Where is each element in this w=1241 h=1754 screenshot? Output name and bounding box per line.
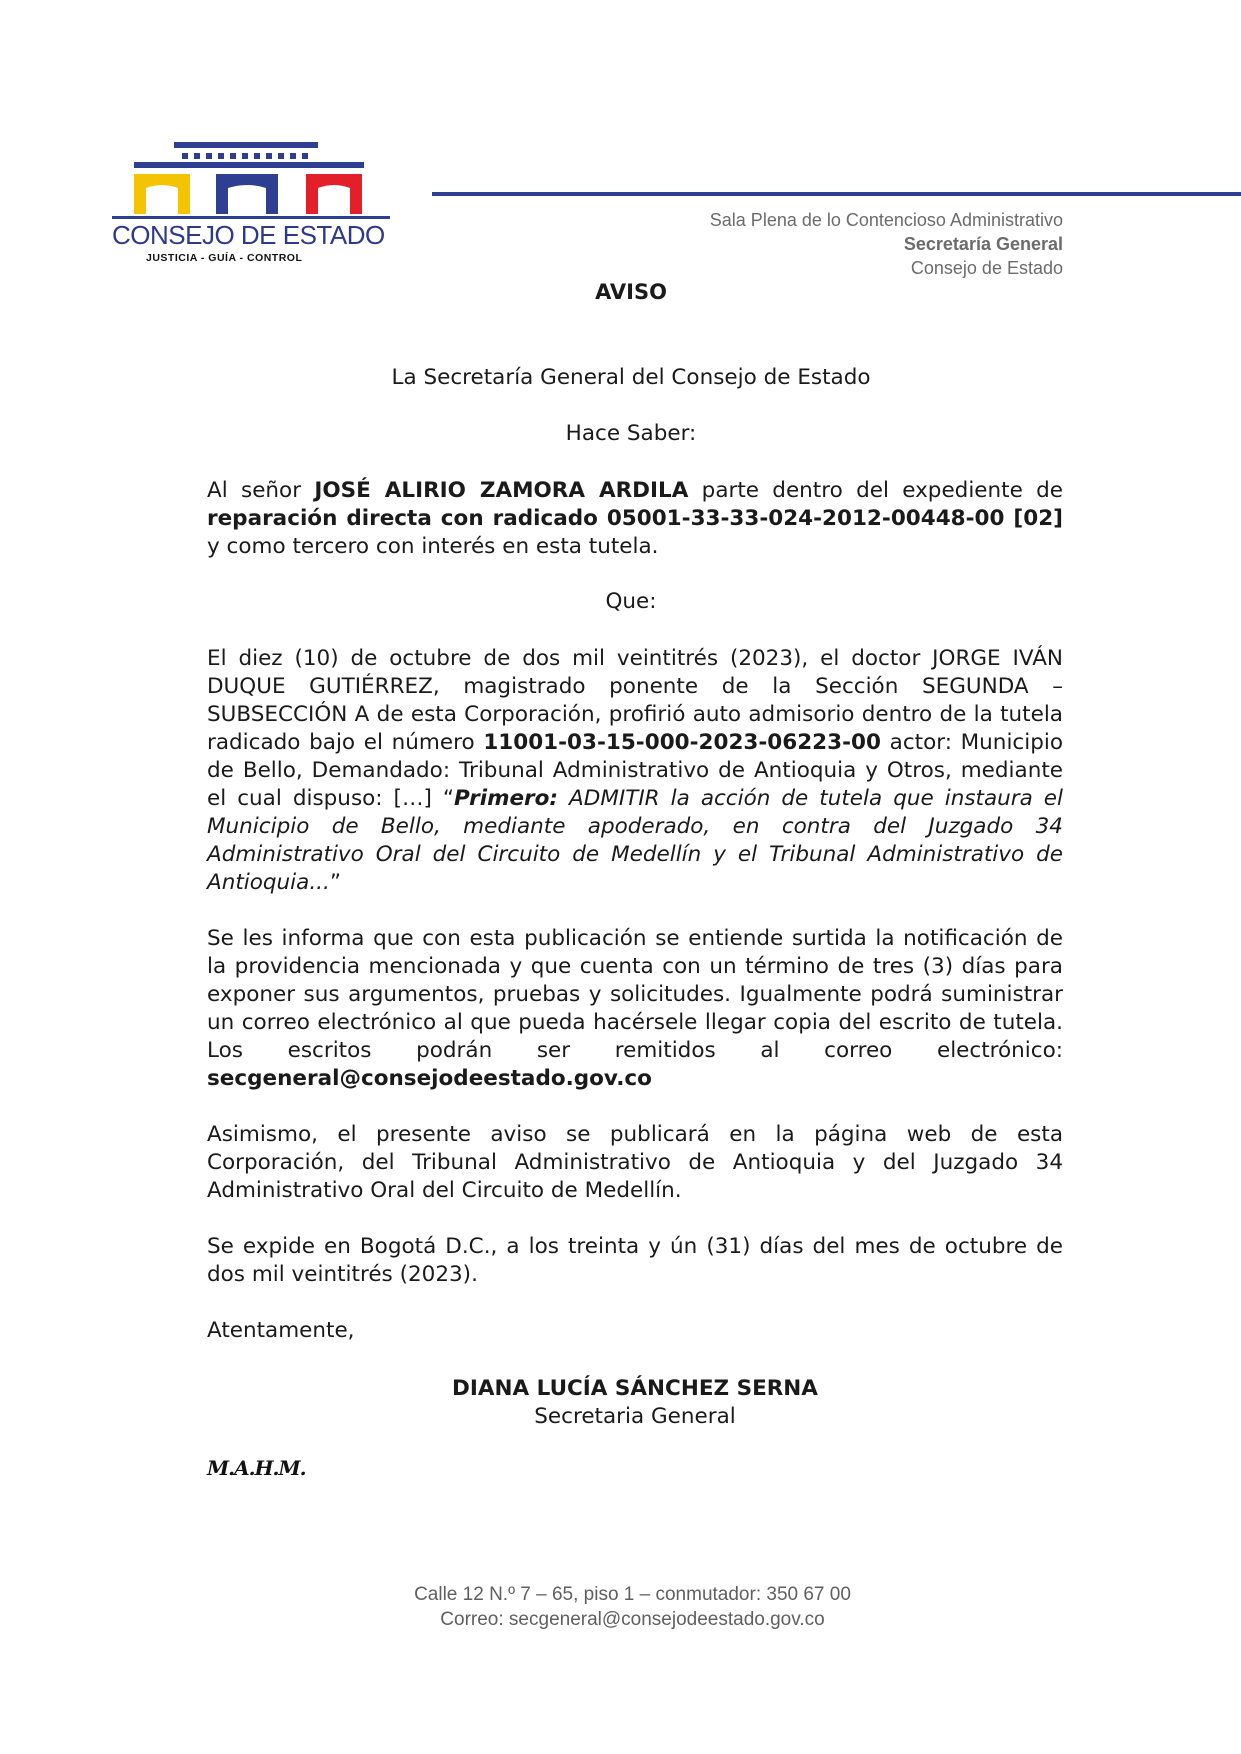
office-line-2: Secretaría General bbox=[903, 234, 1063, 254]
p1-text-c: y como tercero con interés en esta tutela. bbox=[207, 534, 659, 559]
p2-quote: ADMITIR la acción de tutela que instaura el Municipio de Bello, mediante apoderado, en contra del Juzgado 34 Administrativo Oral del Circuito de Medellín y el Tribunal Administrativo de Antioquia... bbox=[207, 786, 1063, 895]
logo-name: CONSEJO DE ESTADO bbox=[112, 220, 385, 250]
p1-case: reparación directa con radicado 05001-33-33-024-2012-00448-00 [02] bbox=[207, 506, 1063, 531]
p3-text: Se les informa que con esta publicación se entiende surtida la notificación de la providencia mencionada y que cuenta con un término de tres (3) días para exponer sus argumentos, pruebas y solicitudes. Igualmente podrá suministrar un correo electrónico al que pueda hacérsele llegar copia del escrito de tutela. Los escritos podrán ser remitidos al correo electrónico: bbox=[207, 926, 1063, 1063]
p2-text-b: actor: Municipio de Bello, Demandado: Tribunal Administrativo de Antioquia y Otros, mediante el cual dispuso: […] “ bbox=[207, 730, 1063, 811]
logo-motto: JUSTICIA - GUÍA - CONTROL bbox=[146, 252, 303, 264]
paragraph-publication: Asimismo, el presente aviso se publicará en la página web de esta Corporación, del Tribunal Administrativo de Antioquia y del Juzgado 34 Administrativo Oral del Circuito de Medellín. bbox=[207, 1122, 1063, 1203]
p1-text-b: parte dentro del expediente de bbox=[688, 478, 1063, 503]
p2-end: ” bbox=[329, 870, 341, 895]
office-line-3: Consejo de Estado bbox=[910, 258, 1063, 278]
p2-text-a: El diez (10) de octubre de dos mil veintitrés (2023), el doctor JORGE IVÁN DUQUE GUTIÉRREZ, magistrado ponente de la Sección SEGUNDA – SUBSECCIÓN A de esta Corporación, profirió auto admisorio dentro de la tutela radicado bajo el número bbox=[207, 646, 1063, 755]
intro-line-2: Hace Saber: bbox=[565, 421, 697, 446]
document-title: AVISO bbox=[595, 280, 667, 304]
footer-email: Correo: secgeneral@consejodeestado.gov.co bbox=[440, 1609, 825, 1630]
closing: Atentamente, bbox=[207, 1318, 355, 1343]
footer bbox=[0, 1582, 1241, 1632]
contact-email: secgeneral@consejodeestado.gov.co bbox=[207, 1066, 652, 1091]
consejo-de-estado-logo bbox=[108, 142, 398, 268]
drafter-initials: M.A.H.M. bbox=[207, 1456, 306, 1480]
footer-address: Calle 12 N.º 7 – 65, piso 1 – conmutador: 350 67 00 bbox=[414, 1584, 851, 1605]
p2-number: 11001-03-15-000-2023-06223-00 bbox=[483, 730, 881, 755]
paragraph-issued: Se expide en Bogotá D.C., a los treinta y ún (31) días del mes de octubre de dos mil veintitrés (2023). bbox=[207, 1234, 1063, 1287]
signer-name: DIANA LUCÍA SÁNCHEZ SERNA bbox=[452, 1376, 818, 1401]
office-block bbox=[710, 208, 1063, 280]
paragraph-order bbox=[207, 645, 1063, 897]
intro-line-1: La Secretaría General del Consejo de Estado bbox=[391, 365, 871, 390]
office-line-1: Sala Plena de lo Contencioso Administrativo bbox=[709, 210, 1063, 230]
p2-primero: Primero: bbox=[454, 786, 559, 811]
que-heading: Que: bbox=[605, 589, 657, 614]
header-rule bbox=[432, 192, 1241, 196]
signer-role: Secretaria General bbox=[534, 1404, 736, 1429]
p1-text-a: Al señor bbox=[207, 478, 315, 503]
paragraph-notice bbox=[207, 925, 1063, 1093]
p1-name: JOSÉ ALIRIO ZAMORA ARDILA bbox=[314, 478, 689, 503]
paragraph-notified-person bbox=[207, 477, 1063, 561]
